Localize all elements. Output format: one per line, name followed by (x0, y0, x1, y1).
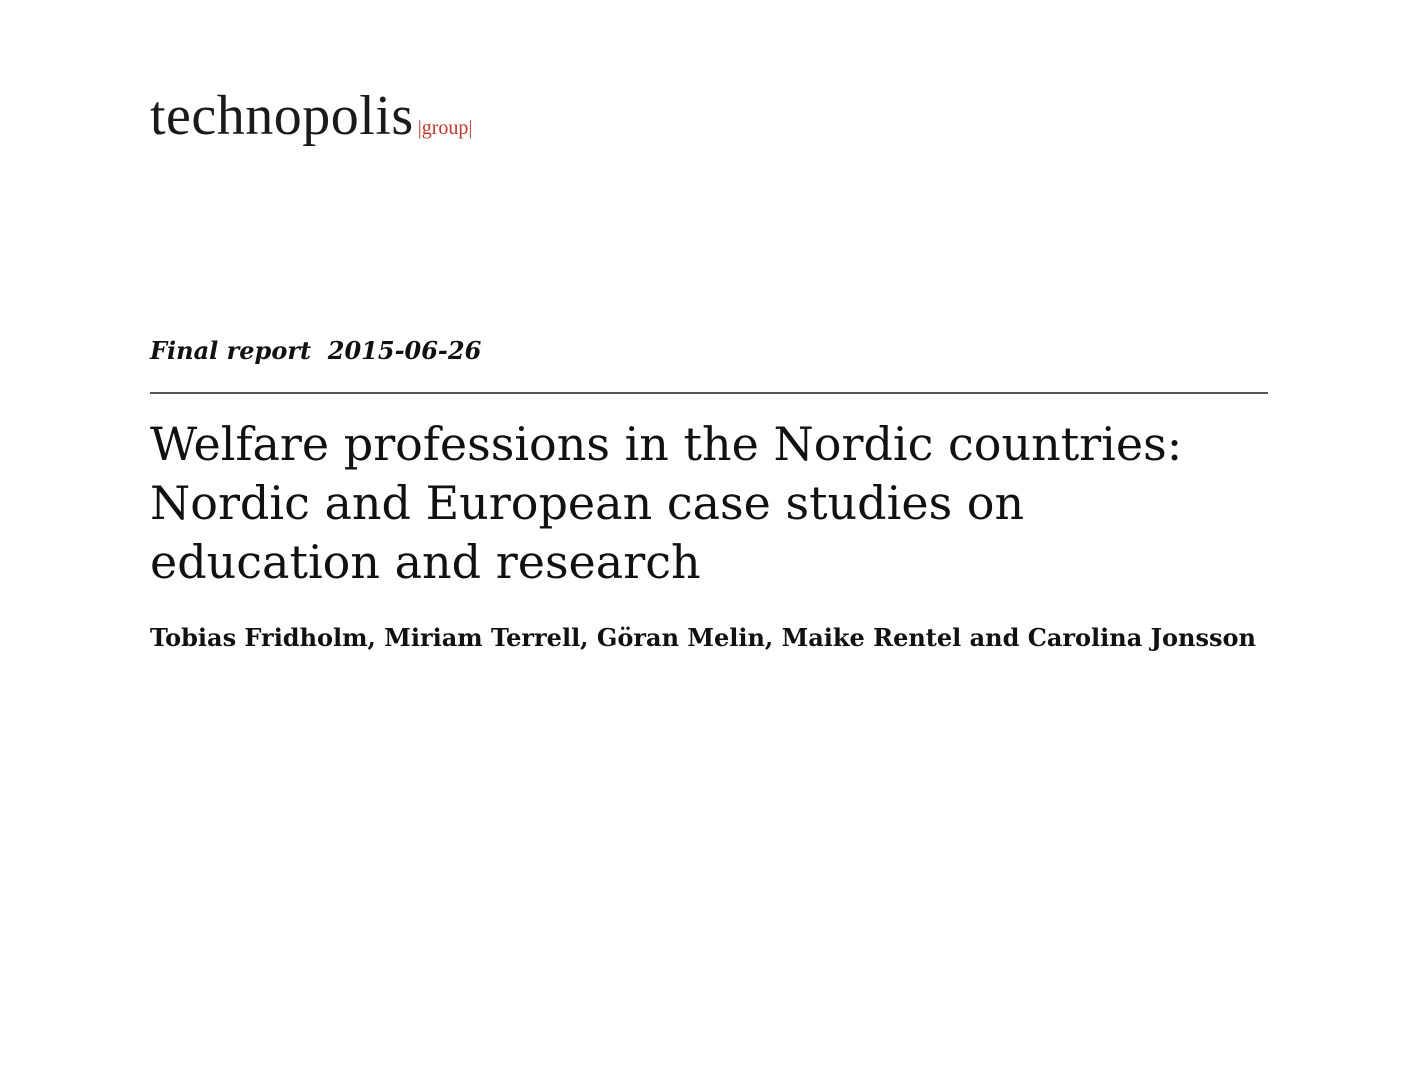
document-title: Welfare professions in the Nordic countries: Nordic and European case studies on education and research (150, 417, 1183, 589)
logo-wordmark: technopolis (150, 85, 414, 147)
horizontal-divider (150, 392, 1268, 394)
report-label: Final report 2015-06-26 (150, 336, 482, 365)
authors-list: Tobias Fridholm, Miriam Terrell, Göran Melin, Maike Rentel and Carolina Jonsson (150, 623, 1256, 652)
technopolis-group-logo (150, 85, 473, 147)
logo-suffix: |group| (417, 117, 473, 139)
